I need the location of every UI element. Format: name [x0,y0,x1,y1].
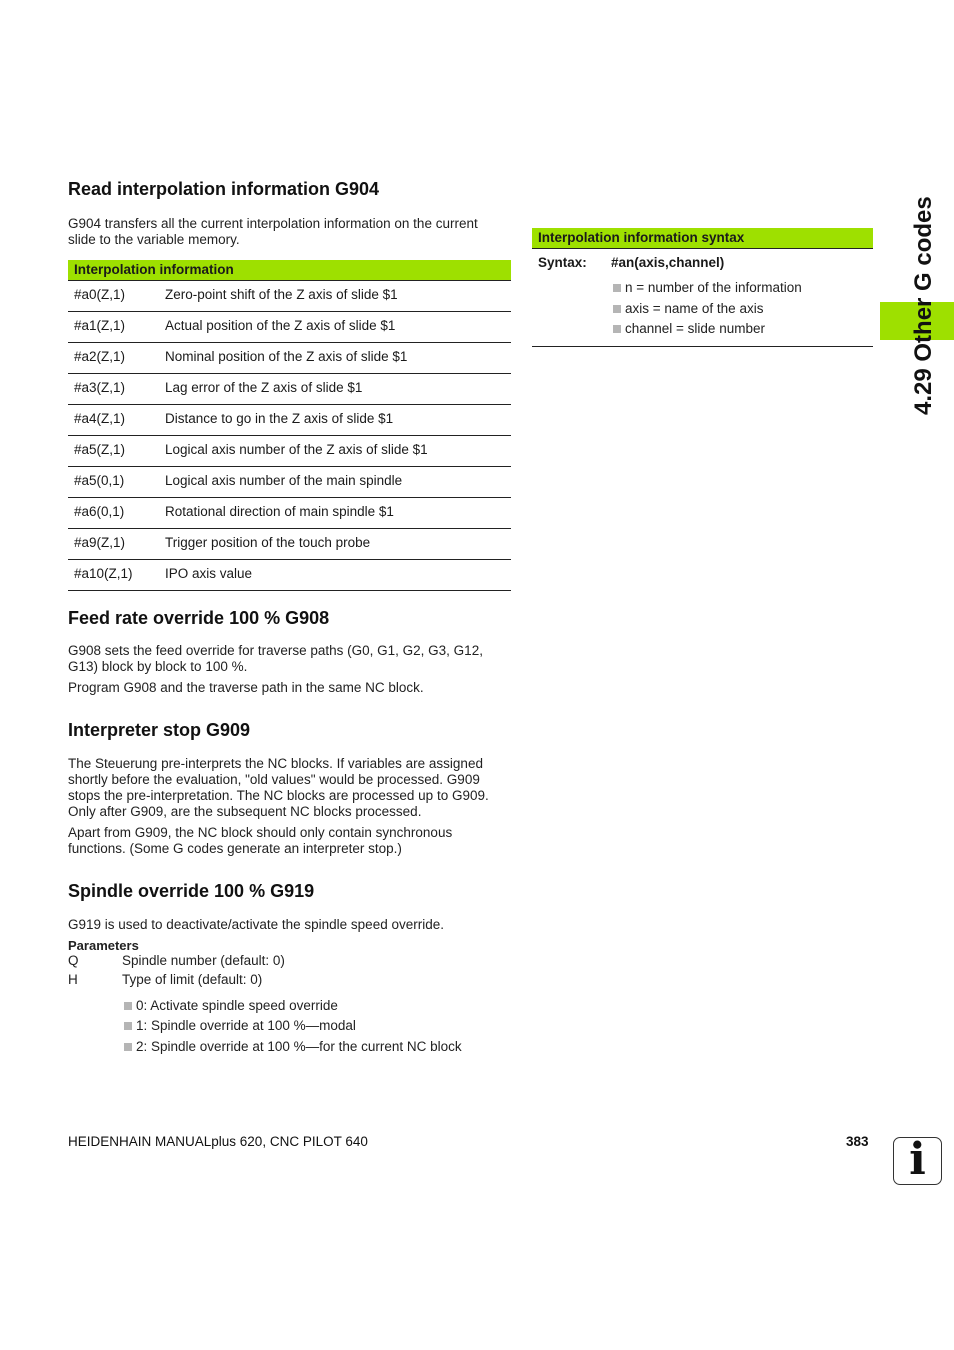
heading-g908: Feed rate override 100 % G908 [68,608,330,628]
row-code: #a6(0,1) [74,504,125,519]
table-row [68,312,511,343]
square-bullet-icon [124,1022,132,1030]
row-code: #a9(Z,1) [74,535,126,550]
row-desc: Zero-point shift of the Z axis of slide $1 [165,287,398,302]
table-row [68,529,511,560]
row-code: #a1(Z,1) [74,318,126,333]
parameters-label: Parameters [68,938,139,953]
syntax-label: Syntax: [538,255,587,270]
row-code: #a5(0,1) [74,473,125,488]
table-row [68,343,511,374]
g908-p2: Program G908 and the traverse path in the same NC block. [68,680,424,695]
param-desc: Type of limit (default: 0) [122,972,263,987]
g909-p2-line2: functions. (Some G codes generate an interpreter stop.) [68,841,402,856]
table-header: Interpolation information [68,260,511,281]
footer-manual-title: HEIDENHAIN MANUALplus 620, CNC PILOT 640 [68,1134,368,1149]
g904-intro-line2: slide to the variable memory. [68,232,240,247]
table-row [68,560,511,591]
list-item: n = number of the information [613,280,802,296]
syntax-row [532,249,873,347]
chapter-title: 4.29 Other G codes [910,196,937,415]
list-item: channel = slide number [613,321,765,337]
row-desc: Actual position of the Z axis of slide $1 [165,318,396,333]
g909-p1-line2: shortly before the evaluation, "old values" would be processed. G909 [68,772,480,787]
row-desc: Distance to go in the Z axis of slide $1 [165,411,394,426]
list-item: 2: Spindle override at 100 %—for the current NC block [124,1039,462,1055]
list-item: 1: Spindle override at 100 %—modal [124,1018,356,1034]
g909-p1-line3: stops the pre-interpretation. The NC blocks are processed up to G909. [68,788,489,803]
row-desc: Logical axis number of the main spindle [165,473,403,488]
g909-p1-line4: Only after G909, are the subsequent NC blocks processed. [68,804,422,819]
square-bullet-icon [124,1043,132,1051]
table-row [68,405,511,436]
g908-p1-line2: G13) block by block to 100 %. [68,659,248,674]
row-code: #a5(Z,1) [74,442,126,457]
heading-g919: Spindle override 100 % G919 [68,881,315,901]
square-bullet-icon [613,305,621,313]
g909-p1-line1: The Steuerung pre-interprets the NC blocks. If variables are assigned [68,756,483,771]
interpolation-info-table [68,260,511,591]
syntax-value: #an(axis,channel) [611,255,725,270]
square-bullet-icon [124,1002,132,1010]
row-desc: Trigger position of the touch probe [165,535,371,550]
table-row [68,436,511,467]
row-desc: IPO axis value [165,566,253,581]
row-desc: Nominal position of the Z axis of slide $1 [165,349,408,364]
g908-p1-line1: G908 sets the feed override for traverse paths (G0, G1, G2, G3, G12, [68,643,483,658]
table-row [68,374,511,405]
param-desc: Spindle number (default: 0) [122,953,285,968]
row-code: #a3(Z,1) [74,380,126,395]
row-code: #a0(Z,1) [74,287,126,302]
heading-g909: Interpreter stop G909 [68,720,251,740]
list-item: axis = name of the axis [613,301,763,317]
syntax-table-header: Interpolation information syntax [532,228,873,249]
row-code: #a10(Z,1) [74,566,133,581]
page-number: 383 [846,1134,869,1149]
row-desc: Logical axis number of the Z axis of slide $1 [165,442,428,457]
square-bullet-icon [613,284,621,292]
heading-g904: Read interpolation information G904 [68,179,380,199]
param-name: Q [68,953,79,968]
row-code: #a2(Z,1) [74,349,126,364]
row-desc: Lag error of the Z axis of slide $1 [165,380,363,395]
g909-p2-line1: Apart from G909, the NC block should only contain synchronous [68,825,453,840]
param-name: H [68,972,78,987]
info-icon: i [893,1137,942,1185]
table-row [68,281,511,312]
g919-p1: G919 is used to deactivate/activate the spindle speed override. [68,917,444,932]
table-row [68,498,511,529]
list-item: 0: Activate spindle speed override [124,998,338,1014]
table-row [68,467,511,498]
square-bullet-icon [613,325,621,333]
syntax-table [532,228,873,347]
row-code: #a4(Z,1) [74,411,126,426]
g904-intro-line1: G904 transfers all the current interpolation information on the current [68,216,478,231]
row-desc: Rotational direction of main spindle $1 [165,504,394,519]
